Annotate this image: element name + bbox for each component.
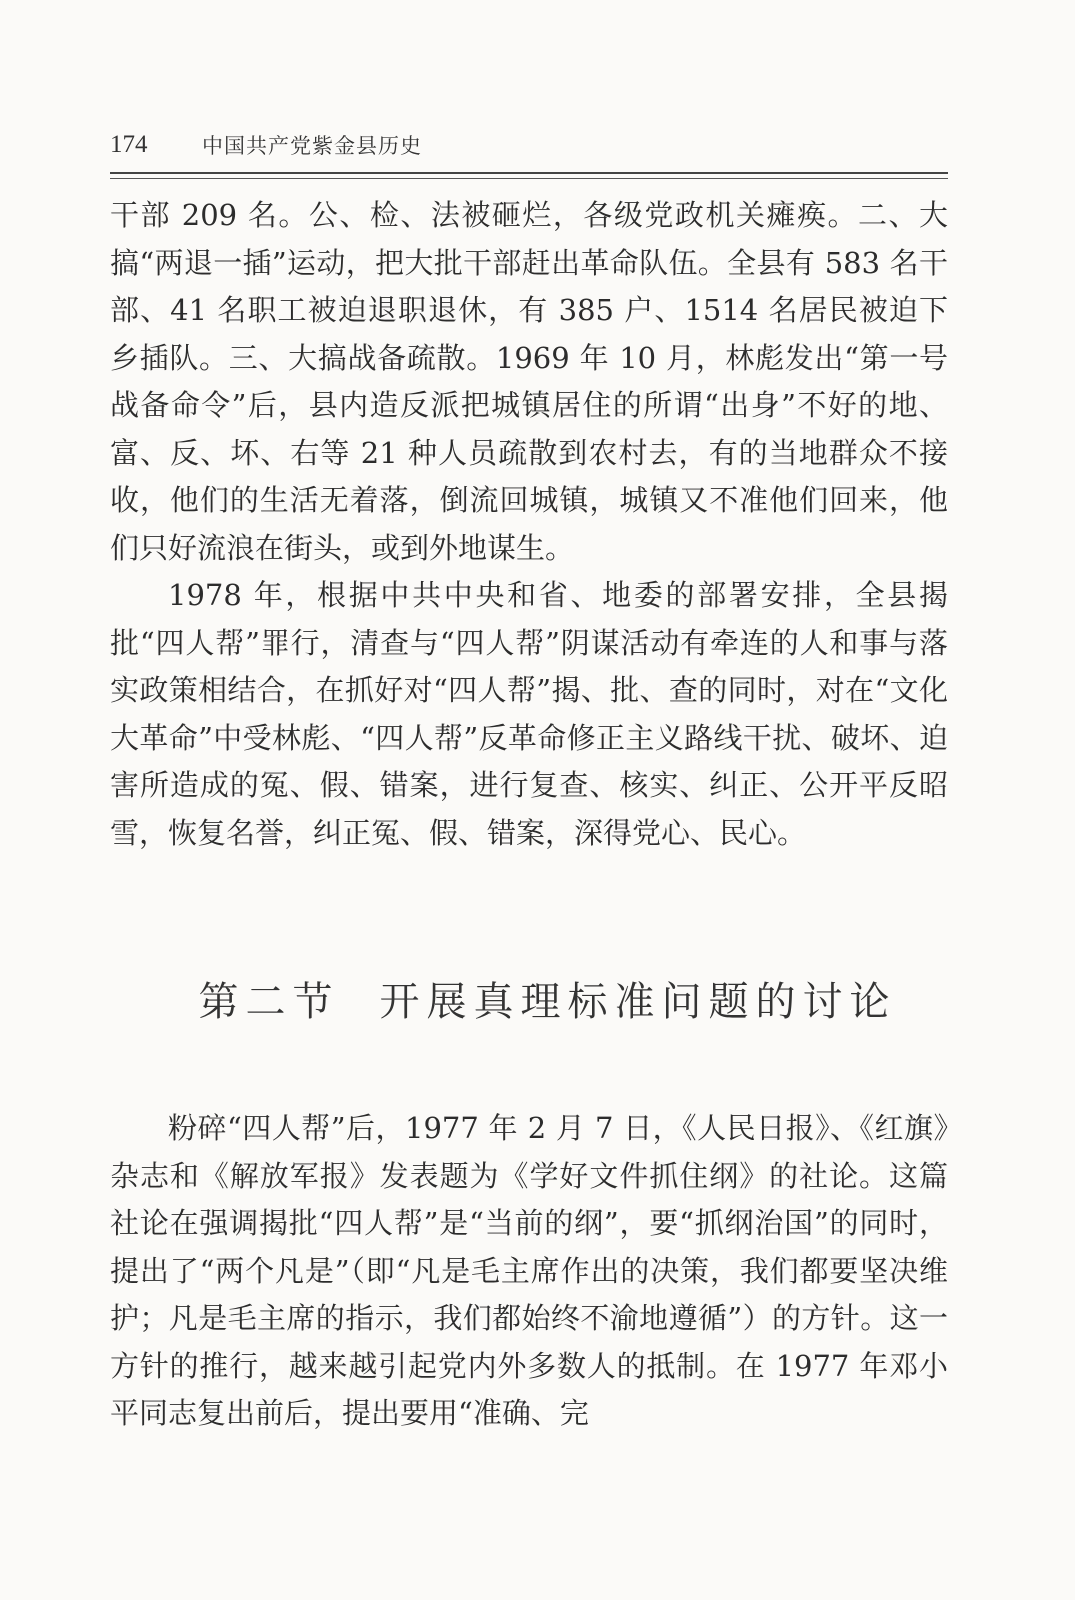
body-text-top xyxy=(110,192,948,857)
running-header xyxy=(110,128,948,164)
paragraph: 粉碎“四人帮”后，1977 年 2 月 7 日，《人民日报》、《红旗》杂志和《解放军报》发表题为《学好文件抓住纲》的社论。这篇社论在强调揭批“四人帮”是“当前的纲”，要“抓纲治国”的同时，提出了“两个凡是”（即“凡是毛主席作出的决策，我们都要坚决维护；凡是毛主席的指示，我们都始终不渝地遵循”）的方针。这一方针的推行，越来越引起党内外多数人的抵制。在 1977 年邓小平同志复出前后，提出要用“准确、完 xyxy=(110,1111,948,1430)
section-title: 开展真理标准问题的讨论 xyxy=(379,979,897,1025)
body-text-bottom xyxy=(110,1105,948,1438)
book-title: 中国共产党紫金县历史 xyxy=(202,134,422,158)
header-rule-thin xyxy=(110,178,948,179)
page-number: 174 xyxy=(110,131,148,158)
paragraph: 干部 209 名。公、检、法被砸烂，各级党政机关瘫痪。二、大搞“两退一插”运动，把大批干部赶出革命队伍。全县有 583 名干部、41 名职工被迫退职退休，有 385 户、1514 名居民被迫下乡插队。三、大搞战备疏散。1969 年 10 月，林彪发出“第一号战备命令”后，县内造反派把城镇居住的所谓“出身”不好的地、富、反、坏、右等 21 种人员疏散到农村去，有的当地群众不接收，他们的生活无着落，倒流回城镇，城镇又不准他们回来，他们只好流浪在街头，或到外地谋生。 xyxy=(110,198,948,565)
section-number: 第二节 xyxy=(198,979,340,1025)
paragraph: 1978 年，根据中共中央和省、地委的部署安排，全县揭批“四人帮”罪行，清查与“四人帮”阴谋活动有牵连的人和事与落实政策相结合，在抓好对“四人帮”揭、批、查的同时，对在“文化大革命”中受林彪、“四人帮”反革命修正主义路线干扰、破坏、迫害所造成的冤、假、错案，进行复查、核实、纠正、公开平反昭雪，恢复名誉，纠正冤、假、错案，深得党心、民心。 xyxy=(110,578,948,850)
section-heading xyxy=(0,970,1075,1027)
header-rule xyxy=(110,172,948,174)
